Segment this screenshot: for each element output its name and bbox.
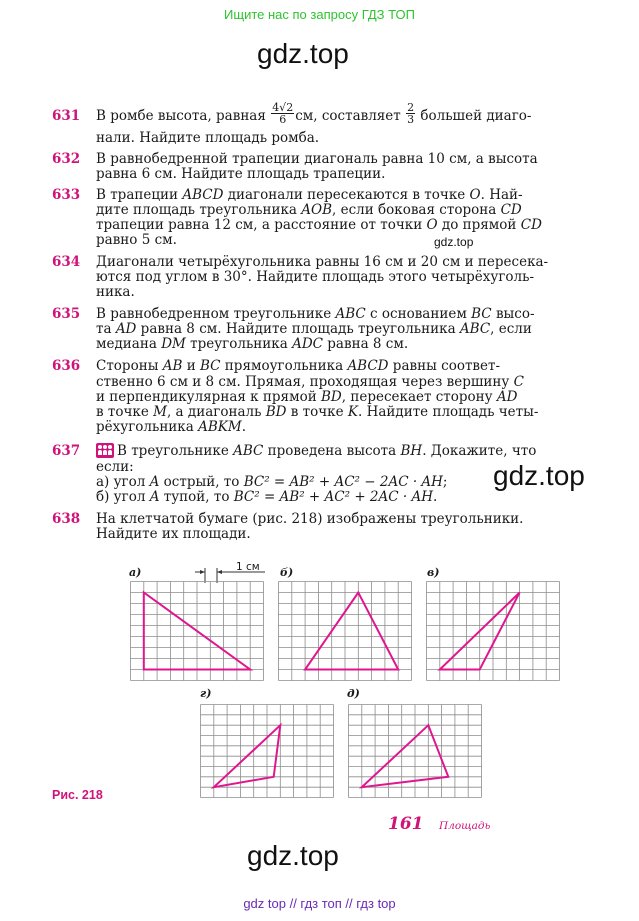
problem-634-line2: ются под углом в 30°. Найдите площадь этого четырёхуголь- (96, 269, 535, 285)
problem-633-line4: равно 5 см. (96, 232, 177, 248)
watermark-bottom: gdz.top (247, 840, 339, 871)
scale-label: 1 см (236, 561, 260, 573)
problem-number-637: 637 (52, 443, 81, 459)
panel-label-d: д) (347, 687, 360, 700)
figure-caption: Рис. 218 (52, 788, 103, 802)
problem-636-line4: в точке M, а диагональ BD в точке K. Найдите площадь четы- (96, 404, 539, 420)
watermark-mid-small: gdz.top (434, 235, 474, 249)
problem-631-line2: нали. Найдите площадь ромба. (96, 130, 320, 146)
problem-633-line2: дите площадь треугольника AOB, если боковая сторона CD (96, 202, 522, 218)
grid-panel-g (200, 704, 334, 798)
problem-637-line4: б) угол A тупой, то BC² = AB² + AC² + 2AC · AH. (96, 489, 438, 505)
panel-label-a: а) (129, 566, 142, 579)
page-section: Площадь (439, 820, 491, 832)
problem-638-line1: На клетчатой бумаге (рис. 218) изображены треугольники. (96, 511, 524, 527)
problem-number-632: 632 (52, 151, 81, 167)
watermark-mid-big: gdz.top (493, 460, 585, 491)
grid-panel-b (278, 581, 412, 681)
problem-number-636: 636 (52, 358, 81, 374)
problem-634-line1: Диагонали четырёхугольника равны 16 см и 20 см и пересека- (96, 254, 549, 270)
problem-638-line2: Найдите их площади. (96, 526, 251, 542)
problem-636-line5: рёхугольника ABKM. (96, 419, 246, 435)
problem-637-line2: если: (96, 459, 134, 475)
problem-633-line1: В трапеции ABCD диагонали пересекаются в точке O. Най- (96, 187, 523, 203)
problem-632-line2: равна 6 см. Найдите площадь трапеции. (96, 166, 386, 182)
panel-label-b: б) (280, 566, 294, 579)
problem-635-line1: В равнобедренном треугольнике ABC с основанием BC высо- (96, 306, 535, 322)
problem-636-line2: ственно 6 см и 8 см. Прямая, проходящая через вершину C (96, 374, 524, 390)
watermark-top: gdz.top (257, 38, 349, 69)
problem-636-line1: Стороны AB и BC прямоугольника ABCD равны соответ- (96, 358, 501, 374)
problem-number-635: 635 (52, 306, 81, 322)
fraction-two-thirds: $\frac{2}{3}$ (407, 101, 415, 126)
grid-panel-d (348, 704, 482, 798)
problem-634-line3: ника. (96, 284, 135, 300)
fraction-height: $\frac{4√2}{6}$ (272, 101, 294, 126)
grid-panel-v (426, 581, 560, 681)
triangle-b (305, 593, 398, 670)
problem-637-line3: а) угол A острый, то BC² = AB² + AC² − 2AC · AH; (96, 474, 448, 490)
problem-631-line1: В ромбе высота, равная $\frac{4√2}{6}$ см, составляет $\frac{2}{3}$ большей диаго- (96, 101, 532, 126)
problem-number-634: 634 (52, 254, 81, 270)
group-work-icon (96, 443, 114, 458)
problem-636-line3: и перпендикулярная к прямой BD, пересекает сторону AD (96, 389, 518, 405)
problem-635-line2: та AD равна 8 см. Найдите площадь треугольника ABC, если (96, 321, 532, 337)
problem-number-638: 638 (52, 511, 81, 527)
grid-panel-a (130, 581, 264, 681)
problem-637-line1: В треугольнике ABC проведена высота BH. Докажите, что (96, 443, 536, 459)
problem-635-line3: медиана DM треугольника ADC равна 8 см. (96, 336, 409, 352)
footer-links[interactable]: gdz top // гдз топ // гдз top (243, 896, 396, 911)
problem-number-631: 631 (52, 108, 81, 124)
problem-632-line1: В равнобедренной трапеции диагональ равна 10 см, а высота (96, 151, 538, 167)
panel-label-v: в) (427, 566, 440, 579)
page-number: 161 (388, 814, 424, 834)
panel-label-g: г) (200, 687, 212, 700)
problem-number-633: 633 (52, 187, 81, 203)
search-banner[interactable]: Ищите нас по запросу ГДЗ ТОП (224, 7, 415, 22)
problem-633-line3: трапеции равна 12 см, а расстояние от точки O до прямой CD (96, 217, 542, 233)
